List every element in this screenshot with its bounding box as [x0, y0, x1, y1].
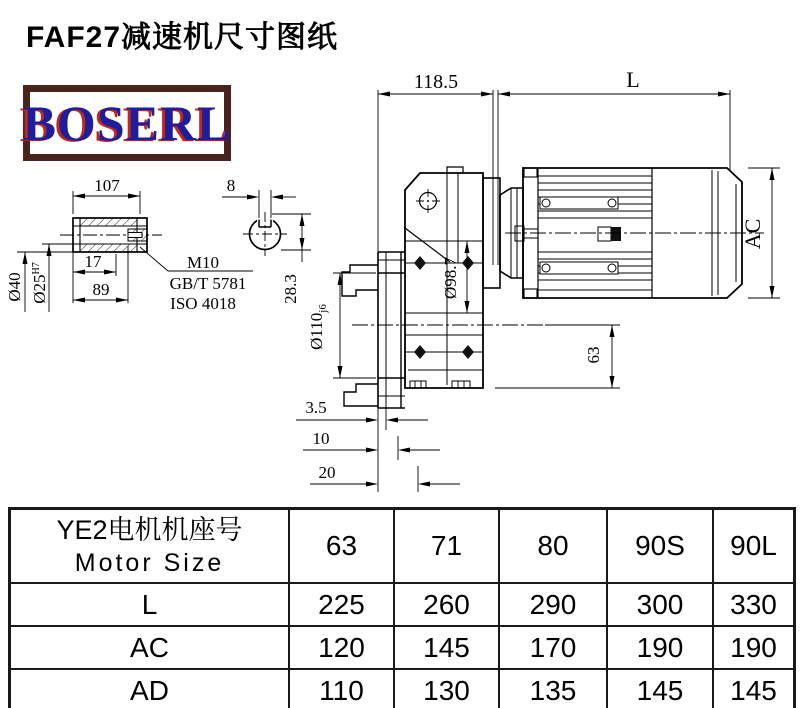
page-title: FAF27减速机尺寸图纸: [26, 21, 339, 54]
cell-value: 225: [289, 583, 394, 626]
cell-value: 145: [394, 626, 499, 669]
cell-value: 120: [289, 626, 394, 669]
dim-89-label: 89: [92, 280, 110, 299]
shaft-section-view: [222, 190, 311, 262]
dim-35-label: 3.5: [305, 398, 327, 417]
header-label-cn: YE2电机机座号: [56, 515, 243, 546]
size-column-90l: 90L: [713, 509, 795, 584]
dim-od40-label: Ø40: [5, 272, 24, 302]
size-column-90s: 90S: [607, 509, 713, 584]
row-label: L: [10, 583, 290, 626]
row-label: AD: [10, 669, 290, 708]
cell-value: 300: [607, 583, 713, 626]
cell-value: 145: [713, 669, 795, 708]
size-column-80: 80: [499, 509, 607, 584]
cell-value: 190: [713, 626, 795, 669]
dimension-labels: [5, 67, 765, 482]
standard-iso-label: ISO 4018: [170, 294, 236, 313]
dim-17-label: 17: [84, 252, 102, 271]
table-header-cell: [10, 509, 290, 584]
dim-bore25-label: $Ø25^{H7}$: [30, 262, 49, 304]
dim-flange-label: $Ø110_{j6}$: [307, 304, 329, 350]
table-row-L: [10, 583, 795, 626]
table-row-AC: [10, 626, 795, 669]
standard-gb-label: GB/T 5781: [169, 274, 247, 293]
dim-8-label: 8: [226, 176, 236, 195]
cell-value: 110: [289, 669, 394, 708]
dim-20-label: 20: [318, 463, 336, 482]
cell-value: 260: [394, 583, 499, 626]
dim-1185-label: 118.5: [413, 71, 459, 93]
dim-10-label: 10: [312, 429, 330, 448]
header-label-en: Motor Size: [74, 548, 225, 577]
cell-value: 145: [607, 669, 713, 708]
size-column-71: 71: [394, 509, 499, 584]
dim-AC-label: AC: [740, 218, 765, 250]
table-row-AD: [10, 669, 795, 708]
dim-L-label: L: [626, 67, 640, 92]
motor-dimension-table: [8, 507, 796, 708]
dim-283-label: 28.3: [281, 274, 300, 304]
cell-value: 130: [394, 669, 499, 708]
cell-value: 290: [499, 583, 607, 626]
thread-label: M10: [186, 253, 220, 272]
dim-63-label: 63: [584, 346, 603, 364]
table-header-row: [10, 509, 795, 584]
main-assembly-view: [296, 90, 780, 492]
dim-987-label: Ø98.7: [441, 256, 460, 300]
row-label: AC: [10, 626, 290, 669]
cell-value: 135: [499, 669, 607, 708]
brand-logo-text: BOSERL: [22, 95, 232, 151]
dim-107-label: 107: [94, 176, 120, 195]
size-column-63: 63: [289, 509, 394, 584]
cell-value: 190: [607, 626, 713, 669]
cell-value: 330: [713, 583, 795, 626]
cell-value: 170: [499, 626, 607, 669]
